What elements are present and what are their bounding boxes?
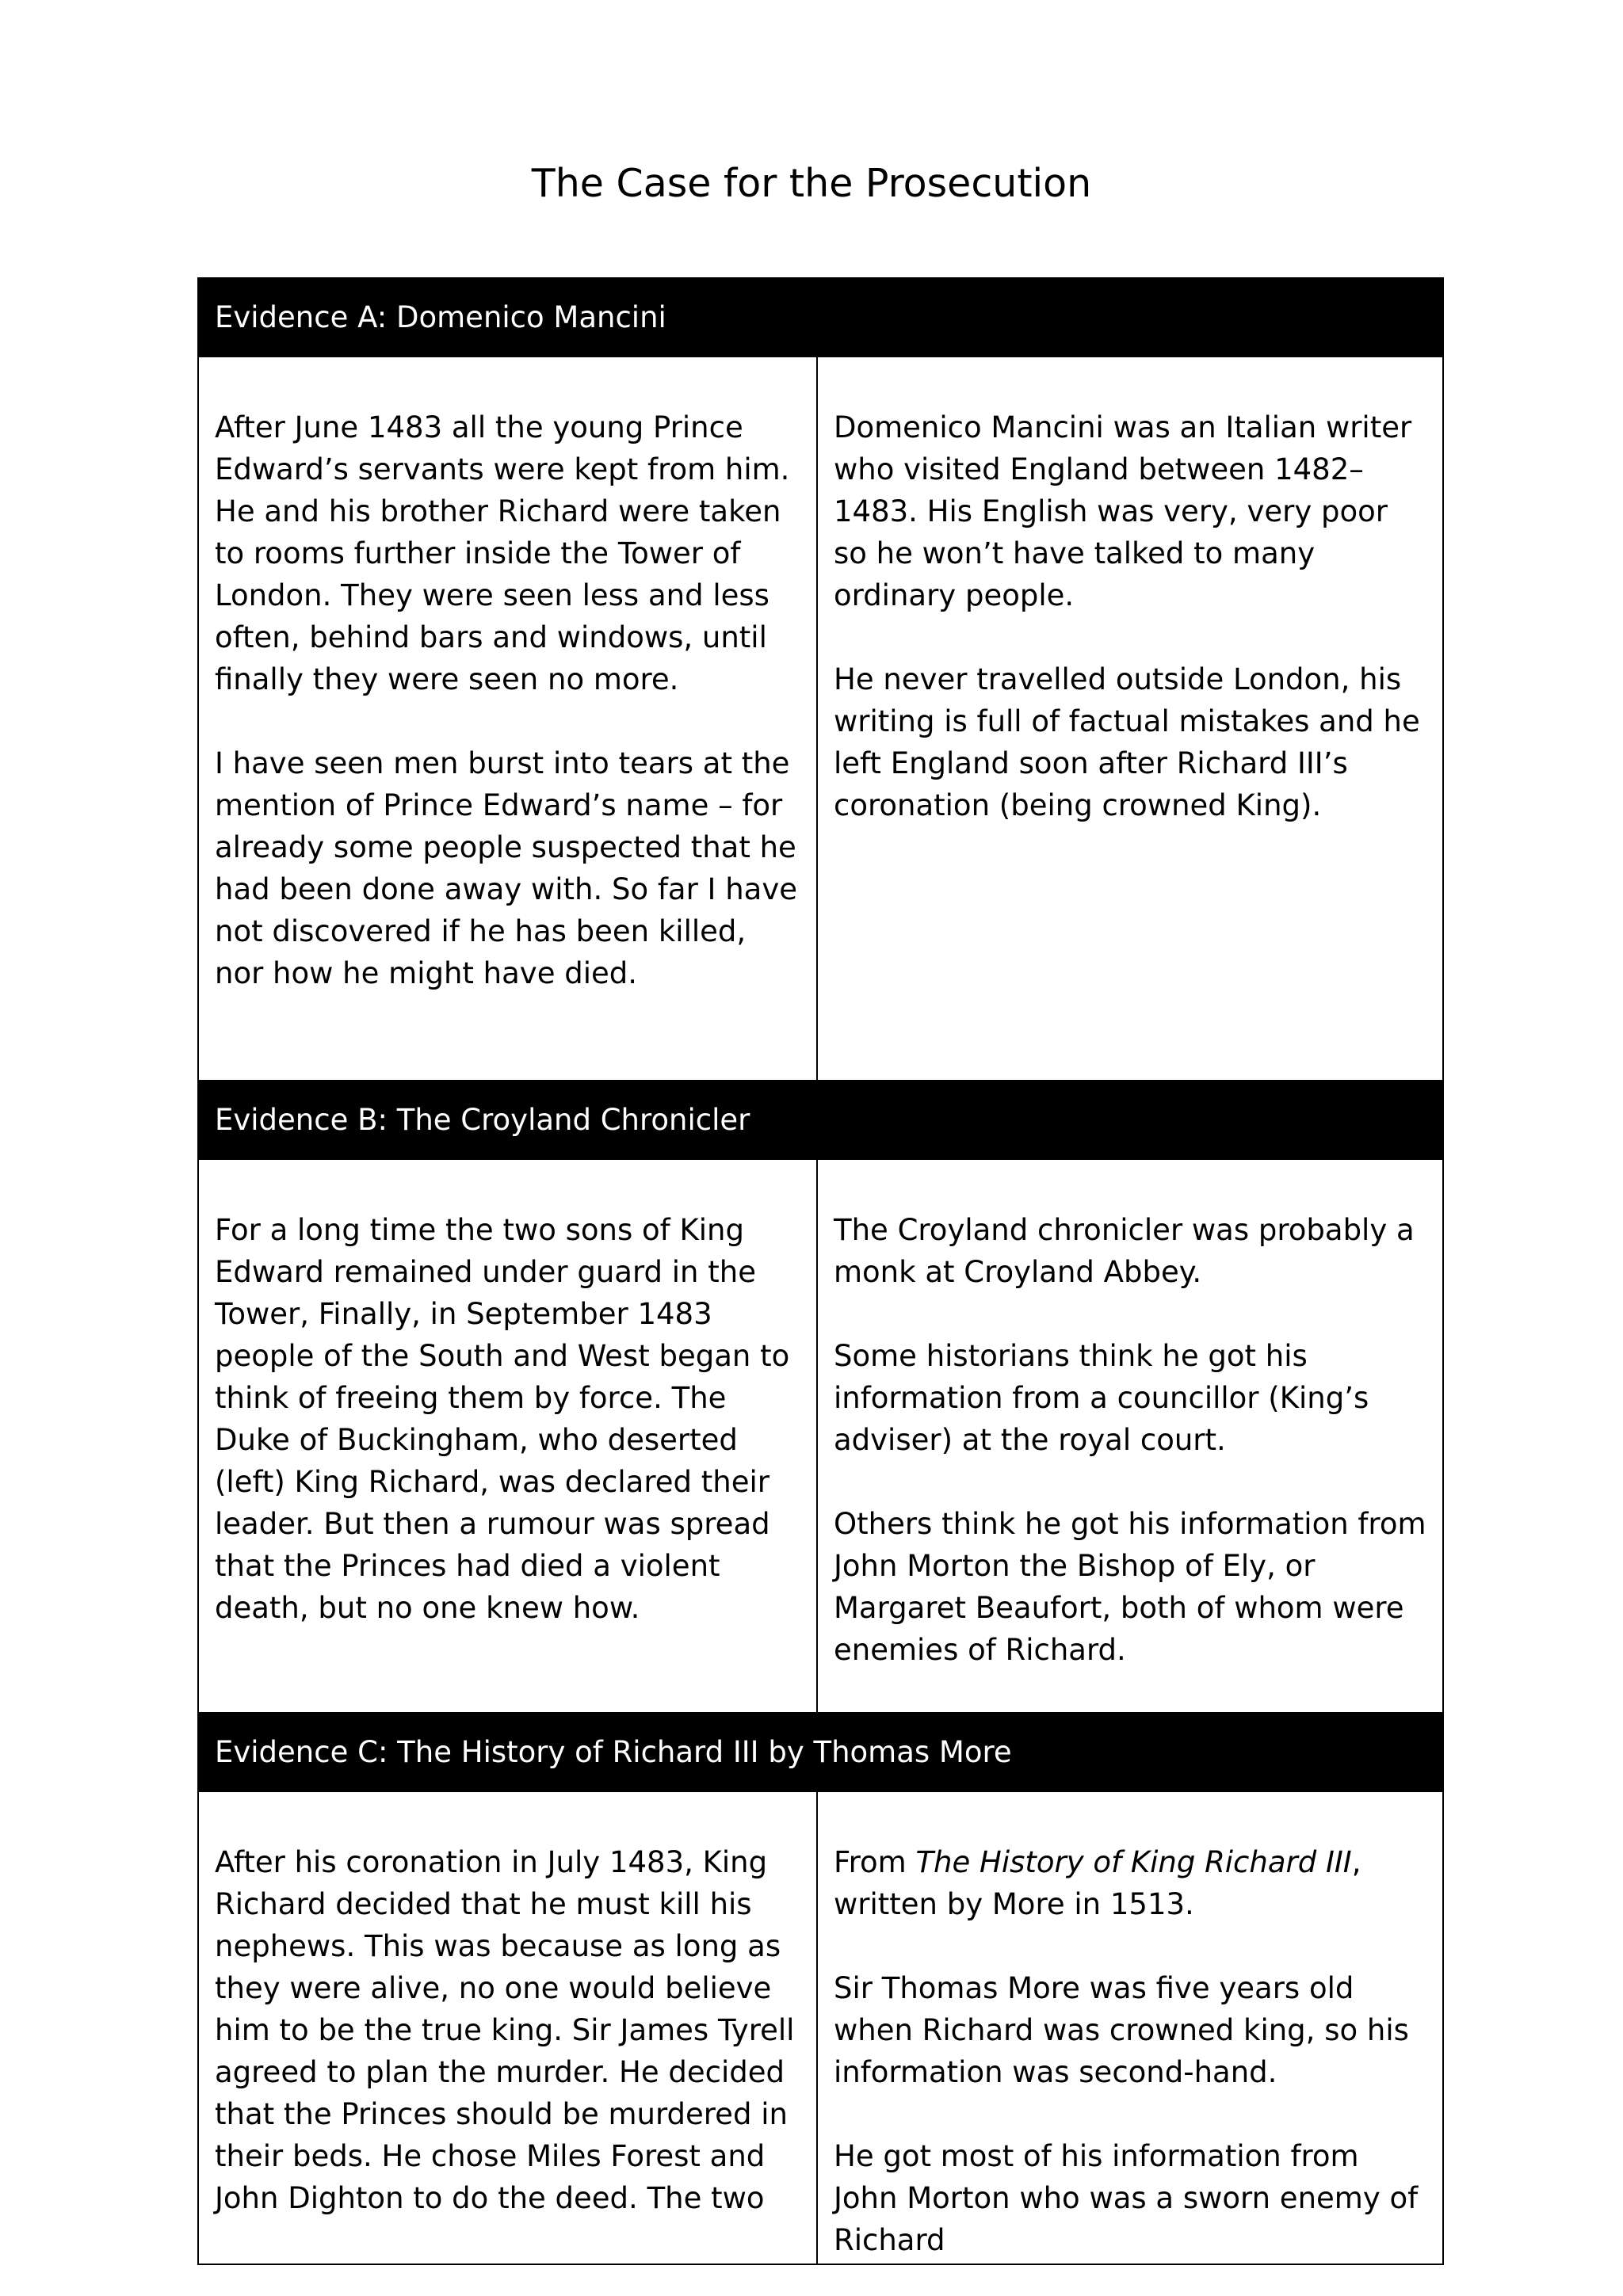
evidence-c-intro-rest: written by More in 1513.: [834, 1887, 1194, 1921]
evidence-b-context-paragraph-3: Others think he got his information from John Morton the Bishop of Ely, or Margaret Beaufort, both of whom were enemies of Richard.: [834, 1507, 1426, 1667]
evidence-b-header-row: [198, 1081, 1443, 1159]
evidence-c-context-cell: [817, 1791, 1443, 2264]
evidence-a-body-row: [198, 357, 1443, 1081]
evidence-a-heading: Evidence A: Domenico Mancini: [198, 278, 1443, 357]
evidence-c-context-paragraph-2: He got most of his information from John Morton who was a sworn enemy of Richard: [834, 2139, 1419, 2257]
evidence-c-heading: Evidence C: The History of Richard III by Thomas More: [198, 1713, 1443, 1791]
evidence-b-heading: Evidence B: The Croyland Chronicler: [198, 1081, 1443, 1159]
evidence-a-source-paragraph-2: I have seen men burst into tears at the mention of Prince Edward’s name – for already some people suspected that he had been done away with. So far I have not discovered if he has been killed, nor how he might have died.: [215, 746, 797, 990]
evidence-a-source-cell: [198, 357, 817, 1081]
evidence-b-source-cell: [198, 1159, 817, 1713]
evidence-c-intro-suffix: ,: [1351, 1845, 1361, 1879]
evidence-b-context-paragraph-2: Some historians think he got his information from a councillor (King’s adviser) at the royal court.: [834, 1339, 1369, 1457]
evidence-c-intro-prefix: From: [834, 1845, 916, 1879]
evidence-c-source-cell: [198, 1791, 817, 2264]
evidence-c-context-paragraph-1: Sir Thomas More was five years old when Richard was crowned king, so his information was second-hand.: [834, 1971, 1409, 2089]
evidence-b-body-row: [198, 1159, 1443, 1713]
evidence-a-context-cell: [817, 357, 1443, 1081]
evidence-c-header-row: [198, 1713, 1443, 1791]
evidence-c-context-intro: [834, 1841, 1426, 1925]
page-title: The Case for the Prosecution: [531, 161, 1092, 206]
evidence-c-body-row: [198, 1791, 1443, 2264]
evidence-a-context-paragraph-1: Domenico Mancini was an Italian writer who visited England between 1482–1483. His English was very, very poor so he won’t have talked to many ordinary people.: [834, 410, 1412, 612]
evidence-a-context-paragraph-2: He never travelled outside London, his writing is full of factual mistakes and he left England soon after Richard III’s coronation (being crowned King).: [834, 662, 1420, 822]
evidence-a-header-row: [198, 278, 1443, 357]
evidence-c-source-paragraph-1: After his coronation in July 1483, King Richard decided that he must kill his nephews. This was because as long as they were alive, no one would believe him to be the true king. Sir James Tyrell agreed to plan the murder. He decided that the Princes should be murdered in their beds. He chose Miles Forest and John Dighton to do the deed. The two: [215, 1845, 795, 2215]
evidence-c-book-title: The History of King Richard III: [915, 1845, 1352, 1879]
evidence-b-context-paragraph-1: The Croyland chronicler was probably a monk at Croyland Abbey.: [834, 1213, 1415, 1289]
evidence-b-context-cell: [817, 1159, 1443, 1713]
evidence-a-source-paragraph-1: After June 1483 all the young Prince Edward’s servants were kept from him. He and his brother Richard were taken to rooms further inside the Tower of London. They were seen less and less often, behind bars and windows, until finally they were seen no more.: [215, 410, 790, 696]
evidence-b-source-paragraph-1: For a long time the two sons of King Edward remained under guard in the Tower, Finally, in September 1483 people of the South and West began to think of freeing them by force. The Duke of Buckingham, who deserted (left) King Richard, was declared their leader. But then a rumour was spread that the Princes had died a violent death, but no one knew how.: [215, 1213, 790, 1625]
evidence-table: [197, 277, 1444, 2265]
